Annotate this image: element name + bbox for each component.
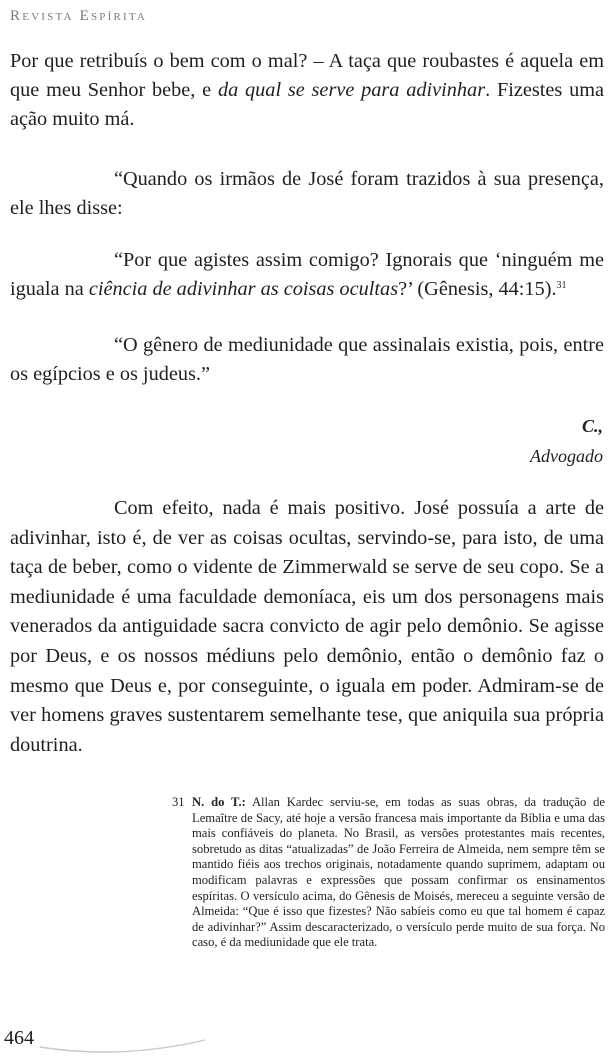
footnote-number: 31	[172, 795, 185, 809]
paragraph-3-text-a: “Por que agistes assim comigo? Ignorais que ‘ninguém me iguala na	[10, 249, 604, 301]
paragraph-3-text-c: ?’ (Gênesis, 44:15).	[398, 278, 557, 301]
signature-role: Advogado	[530, 446, 603, 466]
running-header: Revista Espírita	[10, 8, 148, 24]
paragraph-2: “Quando os irmãos de José foram trazidos à sua presença, ele lhes disse:	[10, 168, 604, 220]
paragraph-1-text-c: . Fizestes uma ação muito má.	[10, 79, 604, 131]
paragraph-4: “O gênero de mediunidade que assinalais existia, pois, entre os egípcios e os judeus.”	[10, 334, 604, 386]
paragraph-3-italic: ciência de adivinhar as coisas ocultas	[88, 278, 399, 301]
paragraph-1-italic: da qual se serve para adivinhar	[217, 79, 486, 102]
footnote-label: N. do T.:	[192, 795, 246, 809]
paragraph-5: Com efeito, nada é mais positivo. José possuía a arte de adivinhar, isto é, de ver as coisas ocultas, servindo-se, para isto, de uma taça de beber, como o vidente de Zimmerwald se serve de seu copo. Se a mediunidade é uma faculdade demoníaca, eis um dos personagens mais venerados da antiguidade sacra convicto de agir pelo demônio. Se agisse por Deus, e os nossos médiuns pelo demônio, então o demônio faz o mesmo que Deus e, por conseguinte, o iguala em poder. Admiram-se de ver homens graves sustentarem semelhante tese, que aniquila sua própria doutrina.	[10, 497, 604, 756]
page-number-swoosh	[0, 1032, 210, 1058]
signature-name: C.,	[581, 416, 603, 436]
paragraph-1-text-a: Por que retribuís o bem com o mal? – A taça que roubastes é aquela em que meu Senhor bebe, e	[10, 50, 604, 102]
footnote	[172, 795, 605, 951]
page-number: 464	[4, 1027, 34, 1049]
footnote-body	[192, 795, 605, 951]
footnote-text: Allan Kardec serviu-se, em todas as suas obras, da tradução de Lemaître de Sacy, até hoje a versão francesa mais importante da Bíblia e uma das mais confiáveis do planeta. No Brasil, as versões protestantes mais recentes, sobretudo as ditas “atualizadas” de João Ferreira de Almeida, nem sempre têm se mantido fiéis aos trechos originais, notadamente quando suprimem, adaptam ou modificam palavras e expressões que possam confirmar os ensinamentos espíritas. O versículo acima, do Gênesis de Moisés, mereceu a seguinte versão de Almeida: “Que é isso que fizestes? Não sabíeis como eu que tal homem é capaz de adivinhar?” Assim descaracterizado, o versículo perde muito de sua força. No caso, é da mediunidade que ele trata.	[192, 795, 605, 950]
footnote-reference[interactable]: 31	[556, 280, 567, 292]
paragraph-1	[10, 47, 604, 135]
paragraph-3	[10, 246, 604, 304]
